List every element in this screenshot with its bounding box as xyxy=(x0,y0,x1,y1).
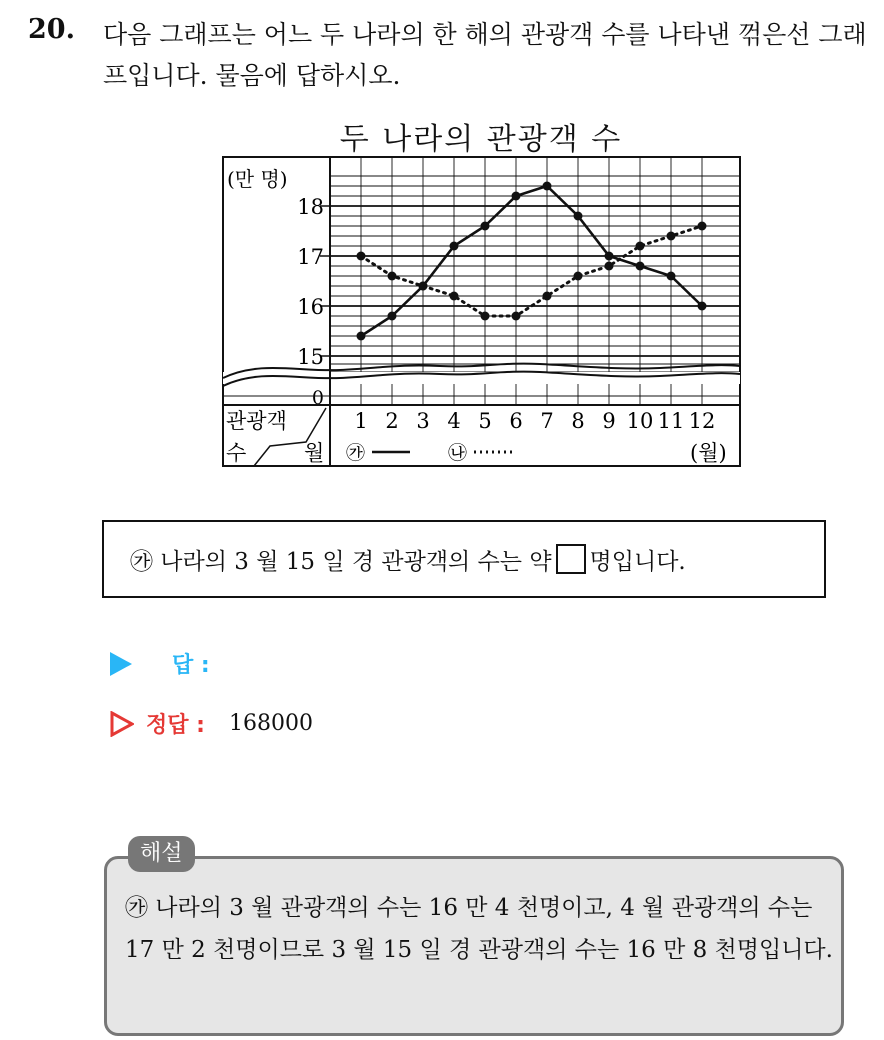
question-suffix: 명입니다. xyxy=(589,548,686,575)
y-tick-label: 16 xyxy=(297,295,324,319)
question-number: 20. xyxy=(28,14,75,45)
corner-left-label: 수 xyxy=(226,441,247,465)
x-tick-label: 10 xyxy=(626,409,654,433)
answer-label: 답 : xyxy=(172,653,210,678)
data-point xyxy=(636,242,645,251)
data-point xyxy=(543,292,552,301)
legend-label: ㉮ xyxy=(346,442,366,464)
triangle-icon xyxy=(110,652,132,676)
data-point xyxy=(698,302,707,311)
data-point xyxy=(357,332,366,341)
x-tick-label: 1 xyxy=(354,409,368,433)
data-point xyxy=(357,252,366,261)
correct-answer-label: 정답 : xyxy=(146,713,205,738)
explanation-box xyxy=(104,856,844,1036)
x-tick-label: 9 xyxy=(602,409,616,433)
line-chart xyxy=(0,0,884,500)
data-point xyxy=(388,312,397,321)
data-point xyxy=(419,282,428,291)
explanation-text: ㉮ 나라의 3 월 관광객의 수는 16 만 4 천명이고, 4 월 관광객의 수는 17 만 2 천명이므로 3 월 15 일 경 관광객의 수는 16 만 8 천명입니다. xyxy=(125,895,833,963)
x-tick-label: 3 xyxy=(416,409,430,433)
data-point xyxy=(388,272,397,281)
y-tick-label: 15 xyxy=(297,345,324,369)
data-point xyxy=(605,262,614,271)
data-point xyxy=(667,272,676,281)
correct-answer-value: 168000 xyxy=(228,711,313,736)
x-tick-label: 6 xyxy=(509,409,523,433)
data-point xyxy=(512,192,521,201)
data-point xyxy=(481,222,490,231)
data-point xyxy=(605,252,614,261)
x-tick-label: 12 xyxy=(688,409,716,433)
correct-answer-row xyxy=(110,708,313,739)
chart-title: 두 나라의 관광객 수 xyxy=(339,122,623,157)
explanation-tag: 해설 xyxy=(128,836,195,872)
data-point xyxy=(574,212,583,221)
y-unit-label: (만 명) xyxy=(227,167,288,191)
y-zero-label: 0 xyxy=(311,387,324,409)
x-tick-label: 2 xyxy=(385,409,399,433)
fill-in-question xyxy=(102,520,826,598)
x-tick-label: 4 xyxy=(447,409,461,433)
data-point xyxy=(667,232,676,241)
data-point xyxy=(450,242,459,251)
data-point xyxy=(574,272,583,281)
x-tick-label: 7 xyxy=(540,409,554,433)
y-tick-label: 18 xyxy=(297,195,324,219)
legend-label: ㉯ xyxy=(448,442,468,464)
answer-row xyxy=(110,648,210,679)
data-point xyxy=(636,262,645,271)
question-text: 다음 그래프는 어느 두 나라의 한 해의 관광객 수를 나타낸 꺾은선 그래프입니다. 물음에 답하시오. xyxy=(103,20,867,90)
x-tick-label: 5 xyxy=(478,409,492,433)
corner-right-label: 월 xyxy=(304,441,325,465)
corner-top-label: 관광객 xyxy=(226,409,287,433)
answer-blank-box[interactable] xyxy=(556,544,586,574)
x-tick-label: 8 xyxy=(571,409,585,433)
outline-triangle-icon xyxy=(110,711,134,737)
x-tick-label: 11 xyxy=(657,409,685,433)
x-unit-label: (월) xyxy=(690,441,727,465)
data-point xyxy=(450,292,459,301)
data-point xyxy=(481,312,490,321)
data-point xyxy=(543,182,552,191)
y-tick-label: 17 xyxy=(297,245,324,269)
data-point xyxy=(698,222,707,231)
data-point xyxy=(512,312,521,321)
question-prefix: ㉮ 나라의 3 월 15 일 경 관광객의 수는 약 xyxy=(130,548,552,575)
